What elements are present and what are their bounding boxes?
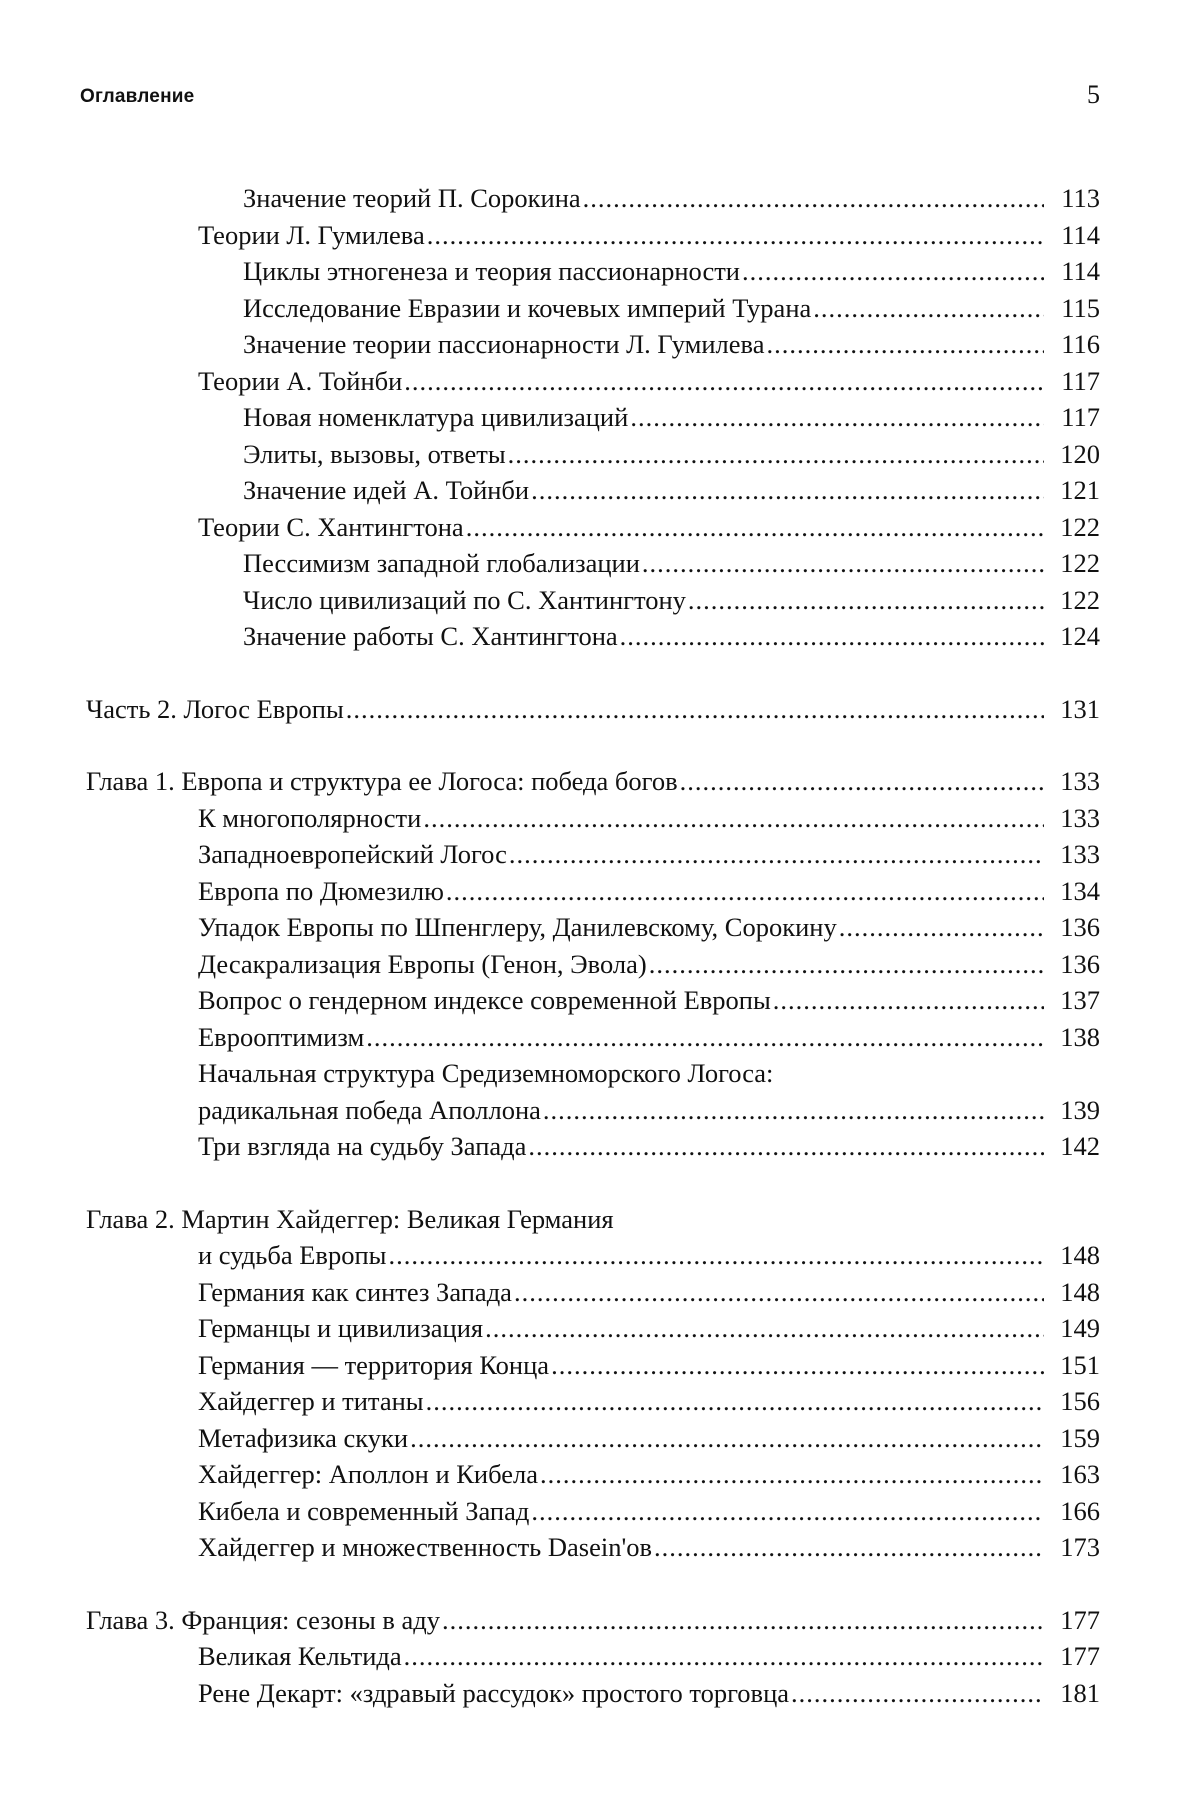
- dot-leader: [766, 326, 1044, 363]
- dot-leader: [514, 1274, 1044, 1311]
- toc-entry-page: 181: [1060, 1677, 1100, 1708]
- toc-entry-title: Значение теории пассионарности Л. Гумилева: [243, 329, 765, 359]
- dot-leader: [426, 1383, 1044, 1420]
- dot-leader: [531, 1493, 1044, 1530]
- toc-chapter-entry: [86, 1201, 1100, 1238]
- toc-entry: [86, 618, 1100, 655]
- toc-entry-page: 156: [1060, 1386, 1100, 1416]
- dot-leader: [509, 836, 1044, 873]
- toc-entry-title: радикальная победа Аполлона: [198, 1094, 541, 1125]
- toc-entry-page: 133: [1060, 766, 1100, 796]
- dot-leader: [791, 1675, 1044, 1712]
- dot-leader: [404, 1638, 1044, 1675]
- dot-leader: [620, 618, 1044, 655]
- toc-entry-page: 142: [1060, 1131, 1100, 1161]
- toc-entry-title: Начальная структура Средиземноморского Логоса:: [198, 1058, 774, 1088]
- toc-entry-page: 113: [1061, 183, 1100, 213]
- dot-leader: [528, 1128, 1044, 1165]
- toc-entry: [86, 1310, 1100, 1347]
- table-of-contents: [86, 180, 1100, 1711]
- toc-entry-title: Глава 2. Мартин Хайдеггер: Великая Германия: [86, 1203, 614, 1234]
- dot-leader: [366, 1019, 1044, 1056]
- running-title: Оглавление: [80, 86, 195, 107]
- toc-entry-page: 124: [1060, 621, 1100, 651]
- toc-entry: [86, 1493, 1100, 1530]
- toc-entry-title: Значение идей А. Тойнби: [243, 475, 530, 505]
- toc-entry-title: Великая Кельтида: [198, 1641, 402, 1671]
- toc-entry-page: 163: [1060, 1459, 1100, 1489]
- toc-entry-title: Часть 2. Логос Европы: [86, 693, 344, 724]
- toc-entry-page: 122: [1060, 584, 1100, 615]
- toc-entry: [86, 217, 1100, 254]
- dot-leader: [649, 946, 1044, 983]
- toc-entry-title: Хайдеггер и множественность Dasein'ов: [198, 1532, 652, 1562]
- dot-leader: [543, 1092, 1044, 1129]
- dot-leader: [839, 909, 1044, 946]
- dot-leader: [680, 763, 1044, 800]
- toc-entry: [86, 1092, 1100, 1129]
- dot-leader: [540, 1456, 1044, 1493]
- toc-entry-page: 139: [1060, 1094, 1100, 1125]
- dot-leader: [388, 1237, 1044, 1274]
- toc-entry-page: 173: [1060, 1532, 1100, 1562]
- toc-entry-page: 122: [1060, 511, 1100, 542]
- toc-entry: [86, 1675, 1100, 1712]
- toc-entry-page: 134: [1060, 875, 1100, 906]
- toc-entry-page: 122: [1060, 548, 1100, 578]
- toc-entry-title: Хайдеггер: Аполлон и Кибела: [198, 1459, 538, 1489]
- toc-entry-title: Глава 3. Франция: сезоны в аду: [86, 1604, 441, 1635]
- dot-leader: [410, 1420, 1044, 1457]
- toc-entry: [86, 290, 1100, 327]
- toc-entry-page: 149: [1060, 1313, 1100, 1343]
- toc-entry-title: К многополярности: [198, 802, 422, 833]
- toc-entry-page: 136: [1060, 948, 1100, 979]
- toc-entry: [86, 982, 1100, 1019]
- toc-entry-title: Число цивилизаций по С. Хантингтону: [243, 584, 686, 615]
- toc-entry-page: 115: [1061, 292, 1100, 323]
- toc-entry: [86, 180, 1100, 217]
- toc-chapter-entry: [86, 763, 1100, 800]
- dot-leader: [346, 691, 1044, 728]
- toc-entry-title: и судьба Европы: [198, 1240, 387, 1270]
- toc-entry: [86, 1237, 1100, 1274]
- toc-entry: [86, 582, 1100, 619]
- toc-entry-title: Рене Декарт: «здравый рассудок» простого торговца: [198, 1677, 790, 1708]
- toc-entry-title: Германцы и цивилизация: [198, 1313, 484, 1343]
- toc-entry-title: Десакрализация Европы (Генон, Эвола): [198, 948, 647, 979]
- dot-leader: [773, 982, 1044, 1019]
- toc-entry-page: 138: [1060, 1021, 1100, 1052]
- toc-entry-page: 121: [1060, 475, 1100, 505]
- toc-entry-page: 148: [1060, 1240, 1100, 1270]
- toc-entry-title: Западноевропейский Логос: [198, 839, 507, 869]
- toc-entry-page: 137: [1060, 985, 1100, 1015]
- dot-leader: [551, 1347, 1044, 1384]
- toc-chapter-entry: [86, 1602, 1100, 1639]
- toc-entry-title: Метафизика скуки: [198, 1422, 409, 1453]
- toc-entry-page: 120: [1060, 438, 1100, 469]
- toc-entry-page: 117: [1061, 402, 1100, 432]
- dot-leader: [583, 180, 1044, 217]
- toc-entry: [86, 1055, 1100, 1092]
- dot-leader: [442, 1602, 1044, 1639]
- dot-leader: [423, 800, 1044, 837]
- toc-entry-title: Хайдеггер и титаны: [198, 1386, 424, 1416]
- dot-leader: [630, 399, 1044, 436]
- toc-entry-page: 177: [1060, 1641, 1100, 1671]
- toc-part-entry: [86, 691, 1100, 728]
- toc-entry-title: Вопрос о гендерном индексе современной Европы: [198, 985, 771, 1015]
- dot-leader: [742, 253, 1044, 290]
- toc-entry: [86, 1529, 1100, 1566]
- toc-entry: [86, 1019, 1100, 1056]
- toc-entry: [86, 873, 1100, 910]
- toc-entry-title: Германия — территория Конца: [198, 1349, 550, 1380]
- toc-entry-title: Три взгляда на судьбу Запада: [198, 1131, 527, 1161]
- toc-entry: [86, 436, 1100, 473]
- toc-entry-title: Глава 1. Европа и структура ее Логоса: победа богов: [86, 766, 678, 796]
- toc-entry: [86, 1347, 1100, 1384]
- toc-entry: [86, 509, 1100, 546]
- toc-entry: [86, 1638, 1100, 1675]
- toc-entry: [86, 1456, 1100, 1493]
- toc-entry-page: 148: [1060, 1276, 1100, 1307]
- toc-entry-page: 177: [1060, 1604, 1100, 1635]
- toc-entry-title: Европа по Дюмезилю: [198, 875, 444, 906]
- page-number: 5: [1087, 80, 1100, 109]
- toc-entry-page: 151: [1060, 1349, 1100, 1380]
- toc-entry-title: Элиты, вызовы, ответы: [243, 438, 506, 469]
- toc-entry-title: Значение работы С. Хантингтона: [243, 621, 618, 651]
- dot-leader: [654, 1529, 1044, 1566]
- toc-entry: [86, 1274, 1100, 1311]
- toc-entry-title: Значение теорий П. Сорокина: [243, 183, 581, 213]
- dot-leader: [485, 1310, 1044, 1347]
- toc-entry-title: Кибела и современный Запад: [198, 1495, 530, 1526]
- toc-entry-title: Еврооптимизм: [198, 1021, 365, 1052]
- dot-leader: [531, 472, 1044, 509]
- toc-entry: [86, 909, 1100, 946]
- dot-leader: [508, 436, 1044, 473]
- dot-leader: [404, 363, 1044, 400]
- toc-entry-page: 133: [1060, 802, 1100, 833]
- toc-entry: [86, 836, 1100, 873]
- toc-entry-title: Теории А. Тойнби: [198, 365, 403, 396]
- dot-leader: [642, 545, 1044, 582]
- toc-entry: [86, 399, 1100, 436]
- toc-entry: [86, 545, 1100, 582]
- toc-entry-page: 114: [1061, 256, 1100, 286]
- toc-entry: [86, 1128, 1100, 1165]
- toc-entry-title: Упадок Европы по Шпенглеру, Данилевскому, Сорокину: [198, 912, 837, 942]
- dot-leader: [466, 509, 1044, 546]
- toc-entry-title: Теории С. Хантингтона: [198, 511, 464, 542]
- toc-entry: [86, 326, 1100, 363]
- dot-leader: [427, 217, 1044, 254]
- toc-entry: [86, 1383, 1100, 1420]
- toc-entry-title: Новая номенклатура цивилизаций: [243, 402, 629, 432]
- toc-entry: [86, 472, 1100, 509]
- toc-entry-page: 133: [1060, 839, 1100, 869]
- toc-entry: [86, 1420, 1100, 1457]
- toc-entry-title: Циклы этногенеза и теория пассионарности: [243, 256, 740, 286]
- toc-entry-page: 166: [1060, 1495, 1100, 1526]
- toc-entry-title: Исследование Евразии и кочевых империй Турана: [243, 292, 812, 323]
- toc-entry-page: 159: [1060, 1422, 1100, 1453]
- toc-entry: [86, 363, 1100, 400]
- toc-entry-page: 131: [1060, 693, 1100, 724]
- toc-entry-page: 136: [1060, 912, 1100, 942]
- toc-entry: [86, 800, 1100, 837]
- toc-entry: [86, 253, 1100, 290]
- toc-entry-title: Теории Л. Гумилева: [198, 219, 425, 250]
- toc-entry: [86, 946, 1100, 983]
- toc-entry-page: 117: [1061, 365, 1100, 396]
- toc-entry-page: 114: [1061, 219, 1100, 250]
- dot-leader: [446, 873, 1044, 910]
- toc-entry-page: 116: [1061, 329, 1100, 359]
- dot-leader: [688, 582, 1044, 619]
- toc-entry-title: Пессимизм западной глобализации: [243, 548, 640, 578]
- dot-leader: [813, 290, 1044, 327]
- toc-entry-title: Германия как синтез Запада: [198, 1276, 512, 1307]
